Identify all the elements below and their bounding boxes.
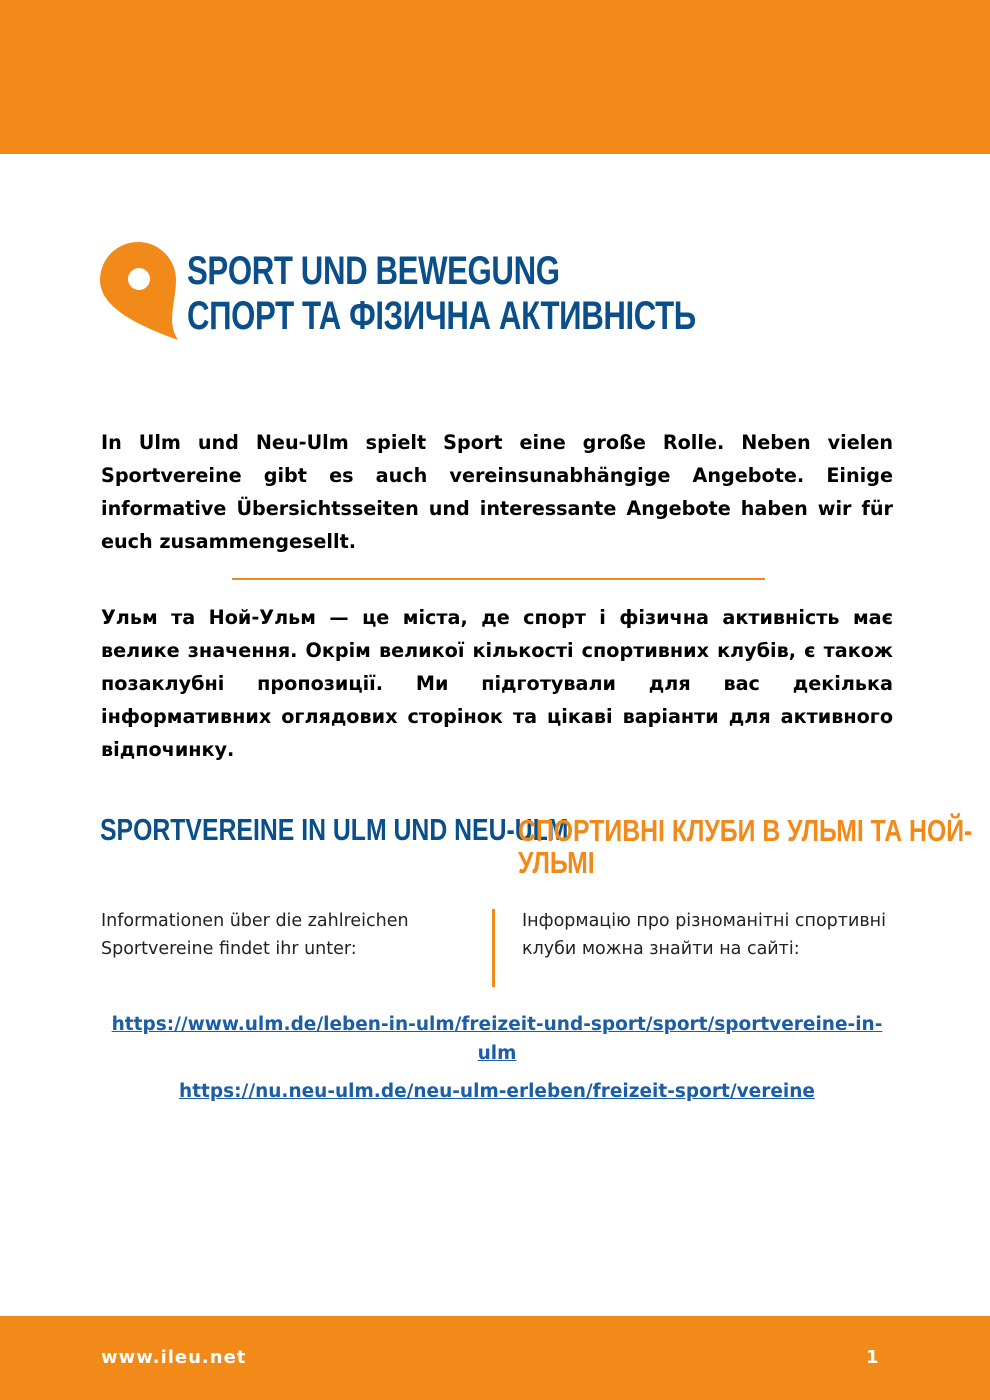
clubs-heading-de: SPORTVEREINE IN ULM UND NEU-ULM xyxy=(100,812,569,847)
section-divider xyxy=(232,578,765,580)
intro-paragraph-de: In Ulm und Neu-Ulm spielt Sport eine große Rolle. Neben vielen Sportvereine gibt es auch vereinsunabhängige Angebote. Einige informative Übersichtsseiten und interessante Angebote haben wir für euch zusammengesellt. xyxy=(101,431,893,553)
link-neu-ulm-vereine[interactable]: https://nu.neu-ulm.de/neu-ulm-erleben/freizeit-sport/vereine xyxy=(179,1081,815,1102)
footer-url: www.ileu.net xyxy=(101,1347,247,1368)
clubs-info-de: Informationen über die zahlreichen Sportvereine findet ihr unter: xyxy=(101,911,409,959)
page-number: 1 xyxy=(866,1347,879,1368)
clubs-info-ua: Інформацію про різноманітні спортивні клуби можна знайти на сайті: xyxy=(522,911,886,959)
page-title-de: SPORT UND BEWEGUNG xyxy=(187,249,560,293)
clubs-heading-ua-line2: УЛЬМI xyxy=(518,845,595,880)
location-pin-icon xyxy=(100,242,178,340)
column-divider xyxy=(492,909,495,987)
intro-paragraph-ua: Ульм та Ной-Ульм — це міста, де спорт і фізична активність має велике значення. Окрім великої кількості спортивних клубів, є також позаклубні пропозиції. Ми підготували для вас декілька інформативних оглядових сторінок та цікаві варіанти для активного відпочинку. xyxy=(101,606,893,761)
page-title-ua: СПОРТ ТА ФIЗИЧНА АКТИВНIСТЬ xyxy=(187,294,696,338)
page-title xyxy=(187,249,839,339)
clubs-heading-ua-line1: СПОРТИВНI КЛУБИ В УЛЬМI ТА НОЙ- xyxy=(518,813,973,848)
clubs-heading-ua xyxy=(518,815,990,879)
top-color-band xyxy=(0,0,990,154)
link-ulm-sportvereine[interactable]: https://www.ulm.de/leben-in-ulm/freizeit-und-sport/sport/sportvereine-in-ulm xyxy=(111,1014,883,1064)
